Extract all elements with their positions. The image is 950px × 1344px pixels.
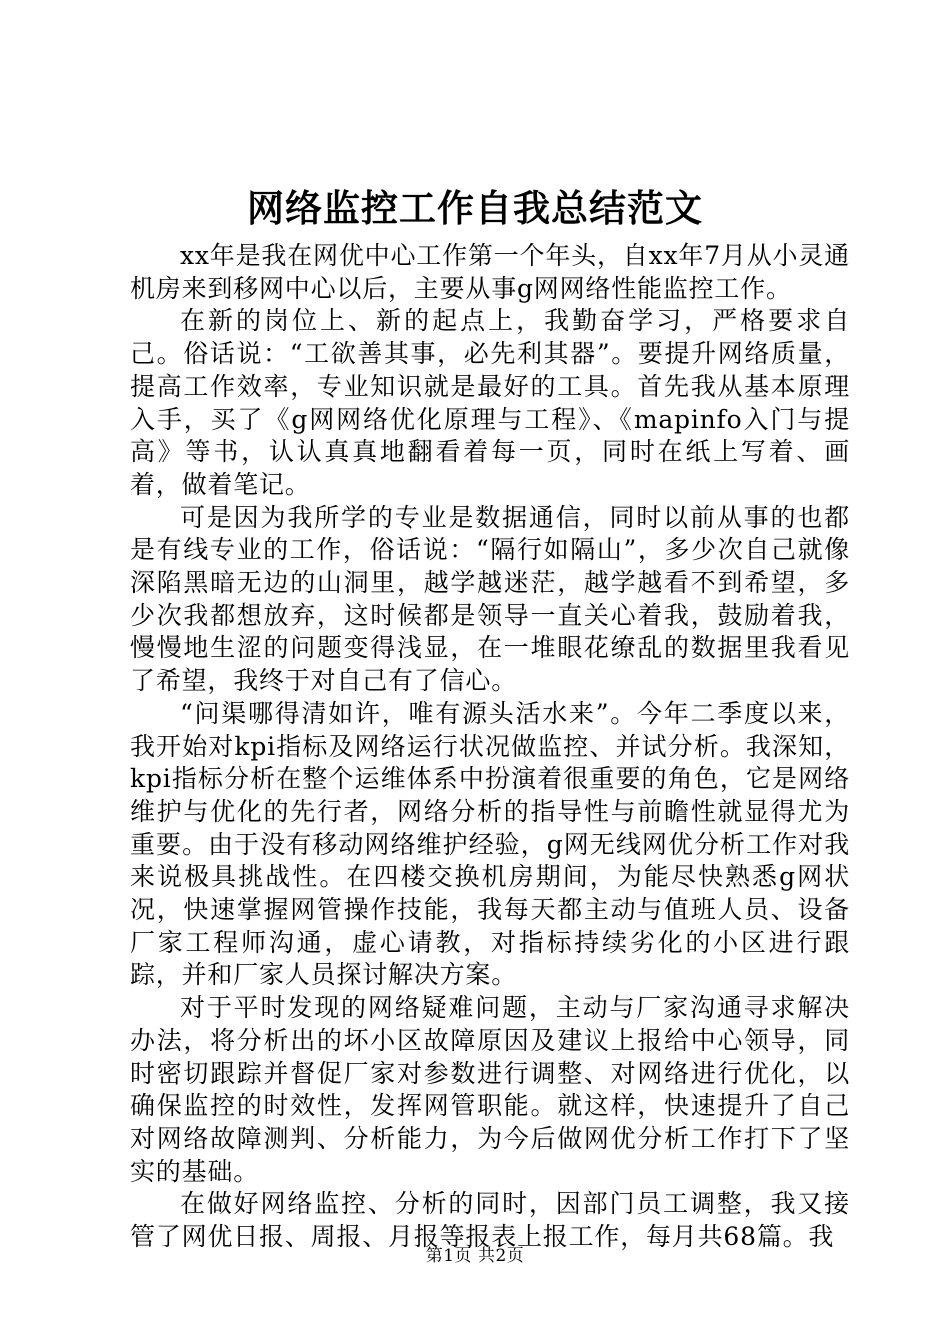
paragraph-4: “问渠哪得清如许，唯有源头活水来”。今年二季度以来，我开始对kpi指标及网络运行状况做监控、并试分析。我深知，kpi指标分析在整个运维体系中扮演着很重要的角色，它是网络维护与优化的先行者，网络分析的指导性与前瞻性就显得尤为重要。由于没有移动网络维护经验，g网无线网优分析工作对我来说极具挑战性。在四楼交换机房期间，为能尽快熟悉g网状况，快速掌握网管操作技能，我每天都主动与值班人员、设备厂家工程师沟通，虚心请教，对指标持续劣化的小区进行跟踪，并和厂家人员探讨解决方案。 [130, 698, 850, 990]
paragraph-3: 可是因为我所学的专业是数据通信，同时以前从事的也都是有线专业的工作，俗话说：“隔行如隔山”，多少次自己就像深陷黑暗无边的山洞里，越学越迷茫，越学越看不到希望，多少次我都想放弃，这时候都是领导一直关心着我，鼓励着我，慢慢地生涩的问题变得浅显，在一堆眼花缭乱的数据里我看见了希望，我终于对自己有了信心。 [130, 502, 850, 696]
document-title: 网络监控工作自我总结范文 [247, 186, 703, 230]
paragraph-5: 对于平时发现的网络疑难问题，主动与厂家沟通寻求解决办法，将分析出的坏小区故障原因及建议上报给中心领导，同时密切跟踪并督促厂家对参数进行调整、对网络进行优化，以确保监控的时效性，发挥网管职能。就这样，快速提升了自己对网络故障测判、分析能力，为今后做网优分析工作打下了坚实的基础。 [130, 993, 850, 1186]
document-body [130, 240, 850, 1254]
paragraph-2: 在新的岗位上、新的起点上，我勤奋学习，严格要求自己。俗话说：“工欲善其事，必先利其器”。要提升网络质量，提高工作效率，专业知识就是最好的工具。首先我从基本原理入手，买了《g网网络优化原理与工程》、《mapinfo入门与提高》等书，认认真真地翻看着每一页，同时在纸上写着、画着，做着笔记。 [130, 306, 850, 499]
page-number-footer: 第1页 共2页 [425, 1246, 525, 1266]
paragraph-1: xx年是我在网优中心工作第一个年头，自xx年7月从小灵通机房来到移网中心以后，主要从事g网网络性能监控工作。 [130, 241, 850, 303]
paragraph-6: 在做好网络监控、分析的同时，因部门员工调整，我又接管了网优日报、周报、月报等报表上报工作，每月共68篇。我 [130, 1189, 850, 1252]
